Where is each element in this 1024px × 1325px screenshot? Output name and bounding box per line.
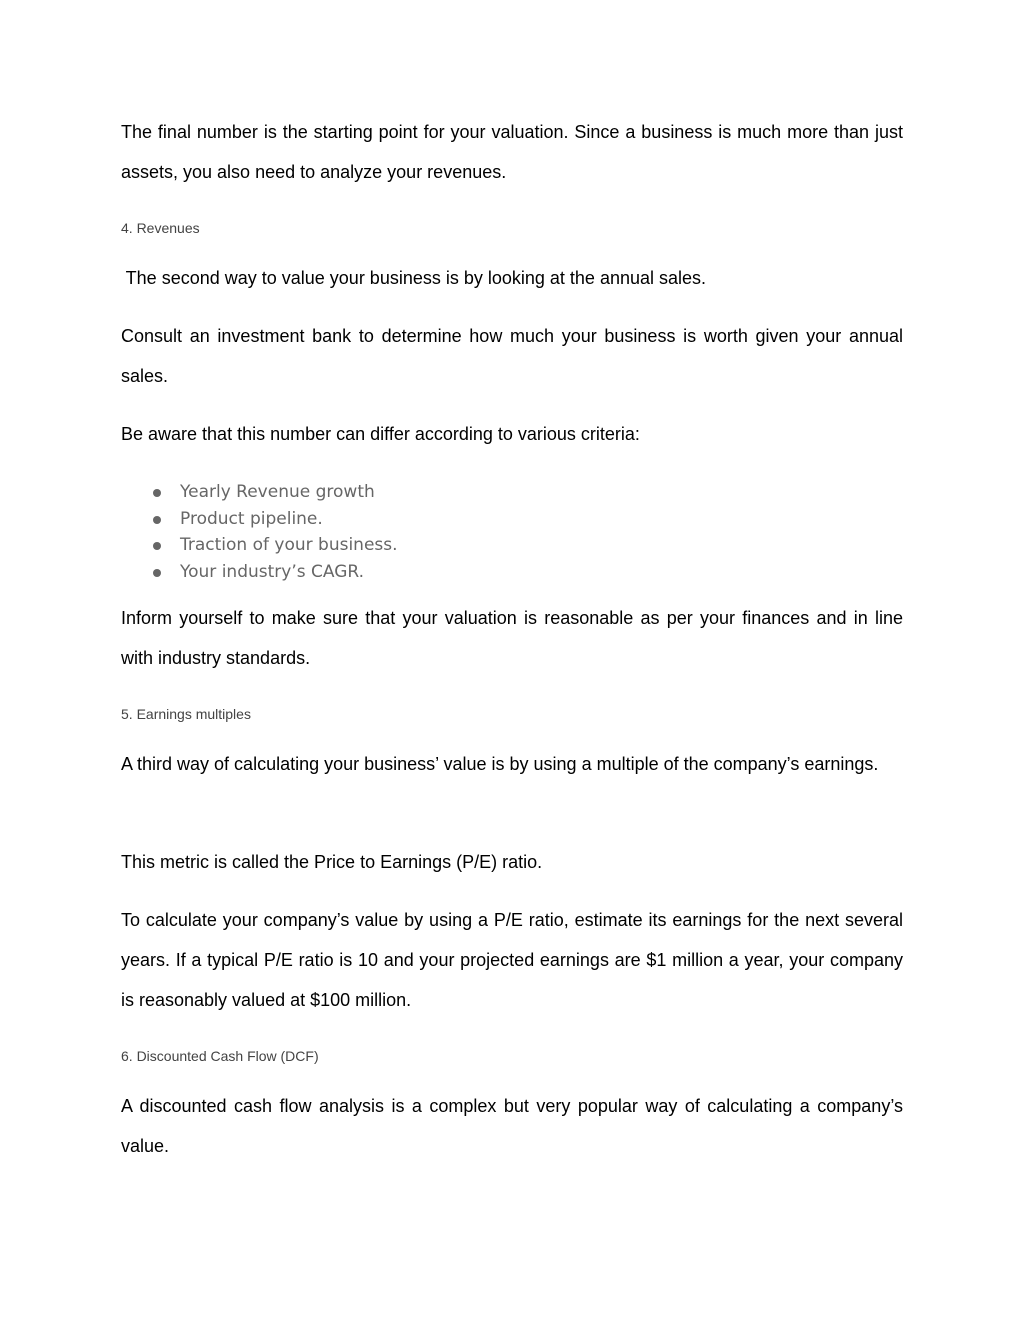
- bullet-icon: [153, 489, 161, 497]
- heading-earnings-multiples: 5. Earnings multiples: [121, 706, 251, 722]
- bullet-icon: [153, 569, 161, 577]
- paragraph-calculate-value: To calculate your company’s value by using a P/E ratio, estimate its earnings for the next several years. If a typical P/E ratio is 10 and your projected earnings are $1 million a year, your company is reasonably valued at $100 million.: [121, 910, 903, 1010]
- bullet-icon: [153, 542, 161, 550]
- heading-revenues: 4. Revenues: [121, 220, 200, 236]
- heading-dcf: 6. Discounted Cash Flow (DCF): [121, 1048, 319, 1064]
- paragraph-investment-bank: Consult an investment bank to determine how much your business is worth given your annual sales.: [121, 326, 903, 386]
- paragraph-dcf-analysis: A discounted cash flow analysis is a complex but very popular way of calculating a company’s value.: [121, 1096, 903, 1156]
- list-item-label: Traction of your business.: [180, 535, 398, 555]
- paragraph-inform-yourself: Inform yourself to make sure that your valuation is reasonable as per your finances and in line with industry standards.: [121, 608, 903, 668]
- list-item: [121, 532, 398, 559]
- list-item: [121, 559, 398, 586]
- paragraph-pe-ratio: This metric is called the Price to Earnings (P/E) ratio.: [121, 852, 543, 872]
- criteria-list: [121, 479, 398, 585]
- list-item: [121, 506, 398, 533]
- list-item: [121, 479, 398, 506]
- paragraph-be-aware: Be aware that this number can differ according to various criteria:: [121, 424, 640, 444]
- list-item-label: Yearly Revenue growth: [180, 482, 375, 502]
- list-item-label: Product pipeline.: [180, 508, 323, 529]
- paragraph-third-way: A third way of calculating your business’ value is by using a multiple of the company’s earnings.: [121, 754, 879, 774]
- bullet-icon: [153, 516, 161, 524]
- paragraph-final-number: The final number is the starting point for your valuation. Since a business is much more than just assets, you also need to analyze your revenues.: [121, 122, 903, 182]
- list-item-label: Your industry’s CAGR.: [180, 561, 364, 582]
- paragraph-second-way: The second way to value your business is by looking at the annual sales.: [121, 268, 707, 288]
